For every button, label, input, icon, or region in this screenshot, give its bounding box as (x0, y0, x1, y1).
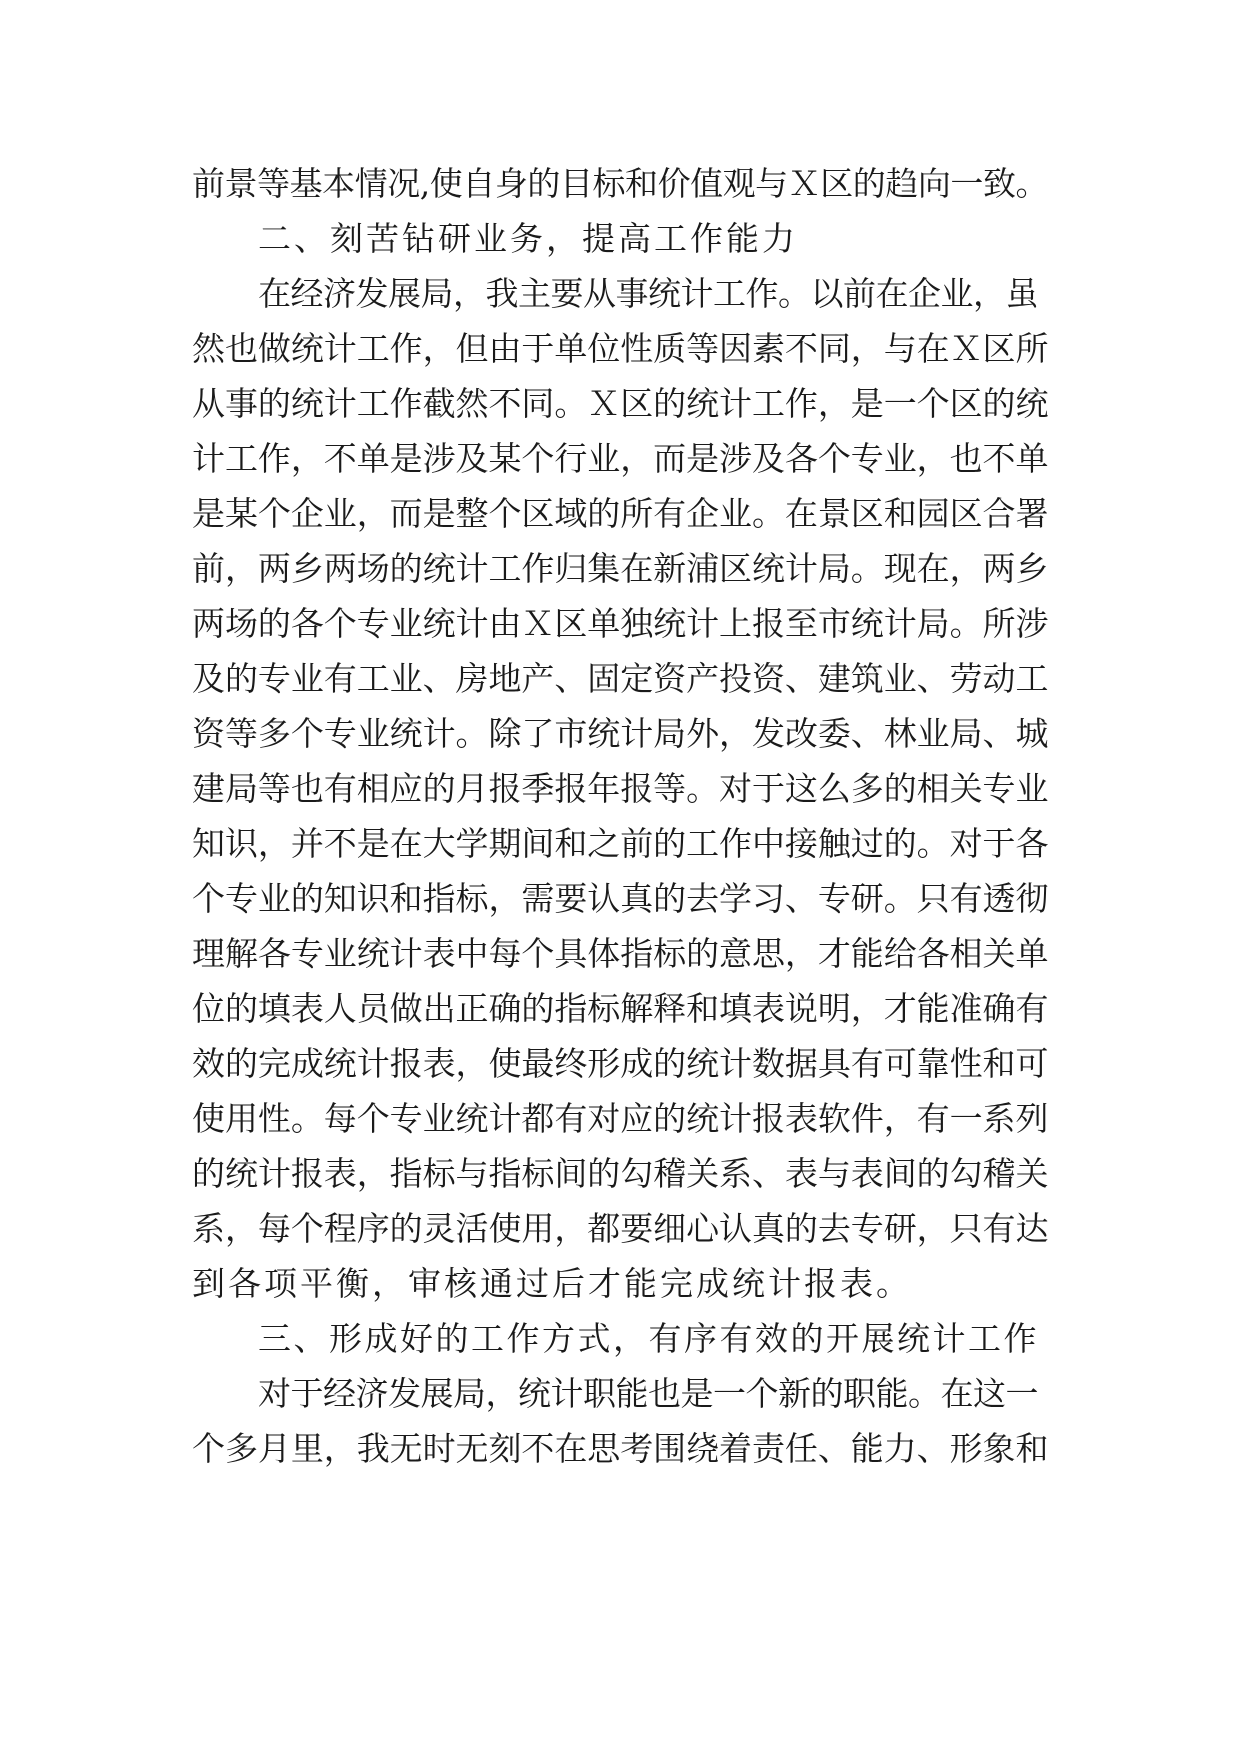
line-text: 个多月里，我无时无刻不在思考围绕着责任、能力、形象和 (192, 1429, 1048, 1468)
paragraph-line (192, 1421, 1048, 1476)
line-text: 建局等也有相应的月报季报年报等。对于这么多的相关专业 (192, 769, 1048, 808)
paragraph-line (192, 651, 1048, 706)
paragraph-line (192, 321, 1048, 376)
paragraph-line (192, 266, 1048, 321)
line-text: 个专业的知识和指标，需要认真的去学习、专研。只有透彻 (192, 879, 1048, 918)
paragraph-line (192, 1036, 1048, 1091)
line-text: 计工作，不单是涉及某个行业，而是涉及各个专业，也不单 (192, 439, 1048, 478)
line-text: 在经济发展局，我主要从事统计工作。以前在企业，虽 (258, 274, 1038, 313)
line-text: 效的完成统计报表，使最终形成的统计数据具有可靠性和可 (192, 1044, 1048, 1083)
paragraph-line (192, 1091, 1048, 1146)
line-text: 从事的统计工作截然不同。Ｘ区的统计工作，是一个区的统 (192, 384, 1048, 423)
line-text: 知识，并不是在大学期间和之前的工作中接触过的。对于各 (192, 824, 1048, 863)
paragraph-line (192, 541, 1048, 596)
paragraph-line (192, 1366, 1048, 1421)
paragraph-line (192, 431, 1048, 486)
line-text: 到各项平衡，审核通过后才能完成统计报表。 (192, 1264, 912, 1303)
paragraph-line (192, 981, 1048, 1036)
paragraph-line (192, 376, 1048, 431)
section-heading (192, 211, 1048, 266)
line-text: 及的专业有工业、房地产、固定资产投资、建筑业、劳动工 (192, 659, 1048, 698)
line-text: 系，每个程序的灵活使用，都要细心认真的去专研，只有达 (192, 1209, 1048, 1248)
line-text: 的统计报表，指标与指标间的勾稽关系、表与表间的勾稽关 (192, 1154, 1048, 1193)
line-text: 对于经济发展局，统计职能也是一个新的职能。在这一 (258, 1374, 1038, 1413)
paragraph-line (192, 596, 1048, 651)
paragraph-line (192, 871, 1048, 926)
line-text: 三、形成好的工作方式，有序有效的开展统计工作 (258, 1319, 1039, 1358)
line-text: 然也做统计工作，但由于单位性质等因素不同，与在Ｘ区所 (192, 329, 1048, 368)
line-text: 二、刻苦钻研业务，提高工作能力 (258, 219, 798, 258)
document-body (192, 156, 1048, 1476)
paragraph-line (192, 1146, 1048, 1201)
paragraph-line (192, 926, 1048, 981)
section-heading (192, 1311, 1048, 1366)
line-text: 资等多个专业统计。除了市统计局外，发改委、林业局、城 (192, 714, 1048, 753)
paragraph-line (192, 486, 1048, 541)
line-text: 前，两乡两场的统计工作归集在新浦区统计局。现在，两乡 (192, 549, 1048, 588)
line-text: 位的填表人员做出正确的指标解释和填表说明，才能准确有 (192, 989, 1048, 1028)
line-text: 两场的各个专业统计由Ｘ区单独统计上报至市统计局。所涉 (192, 604, 1048, 643)
line-text: 是某个企业，而是整个区域的所有企业。在景区和园区合署 (192, 494, 1048, 533)
line-text: 理解各专业统计表中每个具体指标的意思，才能给各相关单 (192, 934, 1048, 973)
paragraph-line (192, 156, 1048, 211)
paragraph-line (192, 761, 1048, 816)
paragraph-line (192, 1256, 1048, 1311)
paragraph-line (192, 816, 1048, 871)
paragraph-line (192, 706, 1048, 761)
line-text: 使用性。每个专业统计都有对应的统计报表软件，有一系列 (192, 1099, 1048, 1138)
line-text: 前景等基本情况,使自身的目标和价值观与Ｘ区的趋向一致。 (192, 164, 1048, 203)
paragraph-line (192, 1201, 1048, 1256)
